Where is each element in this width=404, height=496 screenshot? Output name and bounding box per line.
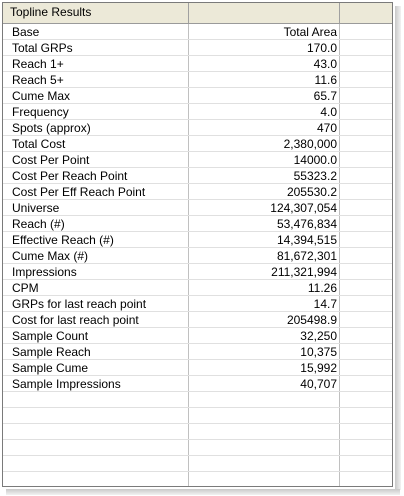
table-row[interactable] (3, 216, 392, 232)
row-value: 2,380,000 (283, 137, 337, 151)
table-row[interactable] (3, 360, 392, 376)
row-value: 11.6 (314, 73, 337, 87)
table-row[interactable] (3, 376, 392, 392)
table-row[interactable] (3, 88, 392, 104)
row-label: Reach 1+ (12, 57, 64, 71)
row-label: Base (12, 25, 40, 39)
row-value: 124,307,054 (270, 201, 337, 215)
table-row[interactable] (3, 424, 392, 440)
frame-shadow-bottom (6, 489, 400, 495)
row-value: 205530.2 (286, 185, 337, 199)
row-label: GRPs for last reach point (12, 297, 147, 311)
row-value: 81,672,301 (276, 249, 337, 263)
row-label: Total GRPs (12, 41, 73, 55)
table-row[interactable] (3, 328, 392, 344)
table-row[interactable] (3, 168, 392, 184)
row-value: 14000.0 (293, 153, 337, 167)
row-value: 15,992 (300, 361, 337, 375)
table-row[interactable] (3, 136, 392, 152)
row-label: CPM (12, 281, 39, 295)
table-row[interactable] (3, 296, 392, 312)
row-label: Universe (12, 201, 60, 215)
table-row[interactable] (3, 456, 392, 472)
table-row[interactable] (3, 280, 392, 296)
row-label: Sample Count (12, 329, 89, 343)
row-label: Cost Per Point (12, 153, 90, 167)
row-label: Cume Max (12, 89, 71, 103)
table-row[interactable] (3, 104, 392, 120)
row-label: Effective Reach (#) (12, 233, 114, 247)
table-row[interactable] (3, 120, 392, 136)
row-value: 10,375 (300, 345, 337, 359)
row-label: Sample Cume (12, 361, 89, 375)
column-header-topline-results[interactable]: Topline Results (3, 3, 189, 23)
row-value: 53,476,834 (276, 217, 337, 231)
row-value: 43.0 (313, 57, 337, 71)
table-row[interactable] (3, 184, 392, 200)
column-header-2[interactable] (189, 3, 340, 23)
row-label: Cume Max (#) (12, 249, 89, 263)
grid-body (3, 24, 392, 486)
row-label: Sample Reach (12, 345, 91, 359)
row-value: 11.26 (307, 281, 337, 295)
row-value: 211,321,994 (271, 265, 337, 279)
table-row[interactable] (3, 72, 392, 88)
column-header-3[interactable] (340, 3, 392, 23)
row-label: Total Cost (12, 137, 66, 151)
table-row[interactable] (3, 56, 392, 72)
table-row[interactable] (3, 248, 392, 264)
table-row[interactable] (3, 472, 392, 487)
row-value: 470 (316, 121, 337, 135)
row-value: 14,394,515 (276, 233, 337, 247)
row-label: Cost Per Reach Point (12, 169, 128, 183)
row-label: Reach (#) (12, 217, 65, 231)
table-row[interactable] (3, 392, 392, 408)
grid-header (3, 3, 392, 24)
row-value: 4.0 (320, 105, 337, 119)
row-value: 32,250 (300, 329, 337, 343)
row-value: 14.7 (313, 297, 337, 311)
row-value: Total Area (283, 25, 337, 39)
row-value: 65.7 (313, 89, 337, 103)
row-value: 55323.2 (293, 169, 337, 183)
row-label: Frequency (12, 105, 69, 119)
row-label: Reach 5+ (12, 73, 64, 87)
table-row[interactable] (3, 152, 392, 168)
table-row[interactable] (3, 232, 392, 248)
row-value: 205498.9 (286, 313, 337, 327)
table-row[interactable] (3, 408, 392, 424)
table-row[interactable] (3, 264, 392, 280)
row-label: Impressions (12, 265, 77, 279)
topline-results-grid (2, 2, 393, 487)
table-row[interactable] (3, 312, 392, 328)
table-row[interactable] (3, 24, 392, 40)
row-label: Sample Impressions (12, 377, 121, 391)
table-row[interactable] (3, 200, 392, 216)
row-value: 170.0 (306, 41, 337, 55)
table-row[interactable] (3, 40, 392, 56)
row-label: Spots (approx) (12, 121, 91, 135)
table-row[interactable] (3, 440, 392, 456)
row-label: Cost for last reach point (12, 313, 139, 327)
frame-shadow-right (395, 6, 401, 490)
row-label: Cost Per Eff Reach Point (12, 185, 146, 199)
table-row[interactable] (3, 344, 392, 360)
row-value: 40,707 (300, 377, 337, 391)
